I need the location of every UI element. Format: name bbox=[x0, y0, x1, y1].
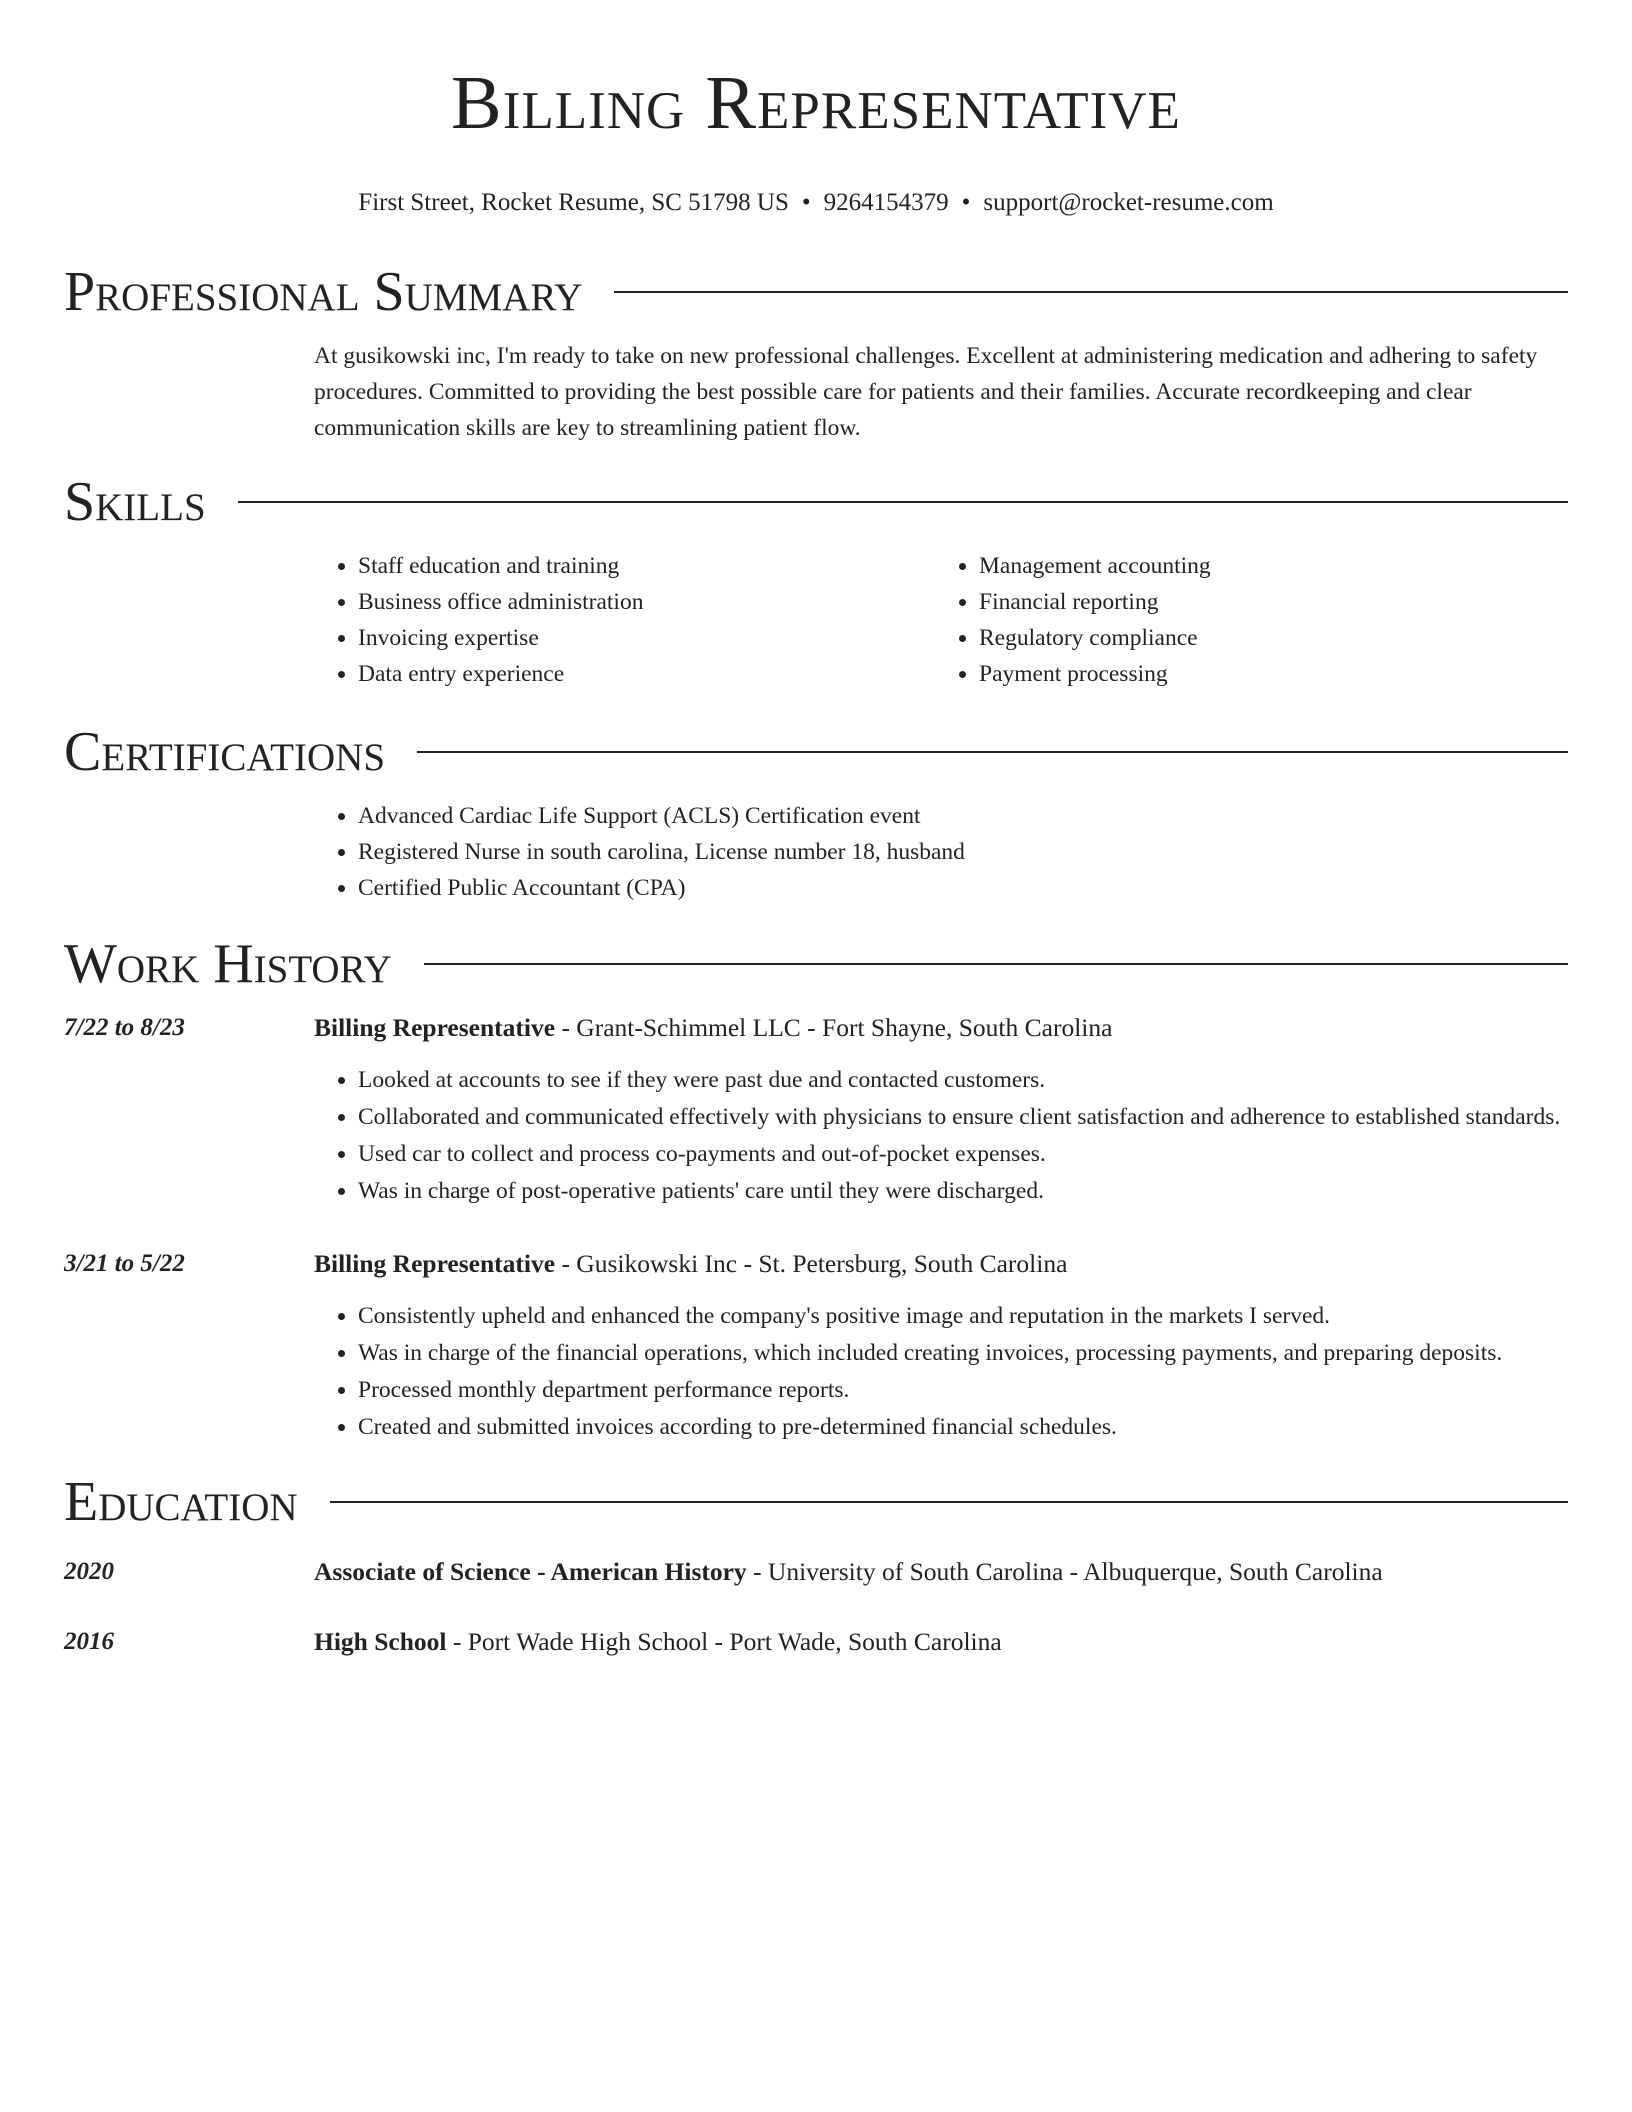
contact-line bbox=[64, 188, 1568, 218]
work-entry bbox=[64, 1246, 1568, 1446]
job-bullet: • Looked at accounts to see if they were past due and contacted customers. bbox=[358, 1062, 1568, 1098]
job-bullet: • Processed monthly department performance reports. bbox=[358, 1372, 1568, 1408]
education-content bbox=[314, 1624, 1568, 1660]
job-bullets bbox=[314, 1298, 1568, 1445]
section-divider bbox=[614, 291, 1568, 293]
education-details: - Port Wade High School - Port Wade, South Carolina bbox=[446, 1627, 1002, 1656]
work-heading: Work History bbox=[64, 933, 392, 995]
skills-heading: Skills bbox=[64, 471, 206, 533]
contact-separator: • bbox=[961, 189, 971, 216]
certifications-list bbox=[314, 798, 1568, 906]
job-bullet: • Was in charge of the financial operations, which included creating invoices, processing payments, and preparing deposits. bbox=[358, 1335, 1568, 1371]
education-degree: High School bbox=[314, 1627, 447, 1656]
summary-text: At gusikowski inc, I'm ready to take on new professional challenges. Excellent at administering medication and adhering to safety procedures. Committed to providing the best possible care for patients and their families. Accurate recordkeeping and clear communication skills are key to streamlining patient flow. bbox=[314, 343, 1538, 441]
work-dates: 7/22 to 8/23 bbox=[64, 1014, 185, 1041]
education-details: - University of South Carolina - Albuquerque, South Carolina bbox=[746, 1557, 1383, 1586]
job-title: Billing Representative bbox=[314, 1249, 556, 1278]
skill-item: • Data entry experience bbox=[358, 656, 947, 692]
certification-item: • Certified Public Accountant (CPA) bbox=[358, 870, 1568, 906]
skill-item: • Regulatory compliance bbox=[979, 620, 1568, 656]
section-divider bbox=[330, 1501, 1568, 1503]
education-content bbox=[314, 1554, 1568, 1590]
education-degree: Associate of Science - American History bbox=[314, 1557, 747, 1586]
resume-name: Billing Representative bbox=[451, 61, 1181, 145]
section-divider bbox=[424, 963, 1568, 965]
work-title-line bbox=[314, 1246, 1568, 1282]
certification-item: • Registered Nurse in south carolina, License number 18, husband bbox=[358, 834, 1568, 870]
certifications-section-header bbox=[64, 722, 1568, 782]
skill-item: • Management accounting bbox=[979, 548, 1568, 584]
contact-phone: 9264154379 bbox=[823, 189, 949, 216]
education-entry bbox=[64, 1554, 1568, 1590]
work-content bbox=[314, 1246, 1568, 1446]
summary-section-header bbox=[64, 262, 1568, 322]
section-divider bbox=[238, 501, 1568, 503]
summary-heading: Professional Summary bbox=[64, 261, 583, 323]
work-title-line bbox=[314, 1010, 1568, 1046]
certifications-heading: Certifications bbox=[64, 721, 386, 783]
skills-column-right bbox=[935, 548, 1568, 692]
skills-column-left bbox=[314, 548, 947, 692]
skill-item: • Business office administration bbox=[358, 584, 947, 620]
work-section-header bbox=[64, 934, 1568, 994]
job-details: - Grant-Schimmel LLC - Fort Shayne, South Carolina bbox=[555, 1013, 1113, 1042]
work-dates: 3/21 to 5/22 bbox=[64, 1250, 185, 1277]
job-details: - Gusikowski Inc - St. Petersburg, South Carolina bbox=[555, 1249, 1068, 1278]
education-heading: Education bbox=[64, 1471, 298, 1533]
job-bullet: • Consistently upheld and enhanced the company's positive image and reputation in the markets I served. bbox=[358, 1298, 1568, 1334]
skills-grid bbox=[314, 548, 1568, 692]
education-year: 2016 bbox=[64, 1628, 114, 1655]
job-title: Billing Representative bbox=[314, 1013, 556, 1042]
skill-item: • Invoicing expertise bbox=[358, 620, 947, 656]
skill-item: • Payment processing bbox=[979, 656, 1568, 692]
work-entry bbox=[64, 1010, 1568, 1210]
section-divider bbox=[417, 751, 1568, 753]
contact-address: First Street, Rocket Resume, SC 51798 US bbox=[358, 189, 789, 216]
certification-item: • Advanced Cardiac Life Support (ACLS) Certification event bbox=[358, 798, 1568, 834]
skill-item: • Financial reporting bbox=[979, 584, 1568, 620]
job-bullet: • Created and submitted invoices according to pre-determined financial schedules. bbox=[358, 1409, 1568, 1445]
skill-item: • Staff education and training bbox=[358, 548, 947, 584]
work-content bbox=[314, 1010, 1568, 1210]
education-section-header bbox=[64, 1472, 1568, 1532]
education-year: 2020 bbox=[64, 1558, 114, 1585]
education-entry bbox=[64, 1624, 1568, 1660]
job-bullets bbox=[314, 1062, 1568, 1209]
job-bullet: • Was in charge of post-operative patients' care until they were discharged. bbox=[358, 1173, 1568, 1209]
skills-section-header bbox=[64, 472, 1568, 532]
job-bullet: • Collaborated and communicated effectively with physicians to ensure client satisfaction and adherence to established standards. bbox=[358, 1099, 1568, 1135]
contact-email: support@rocket-resume.com bbox=[983, 189, 1274, 216]
contact-separator: • bbox=[801, 189, 811, 216]
job-bullet: • Used car to collect and process co-payments and out-of-pocket expenses. bbox=[358, 1136, 1568, 1172]
